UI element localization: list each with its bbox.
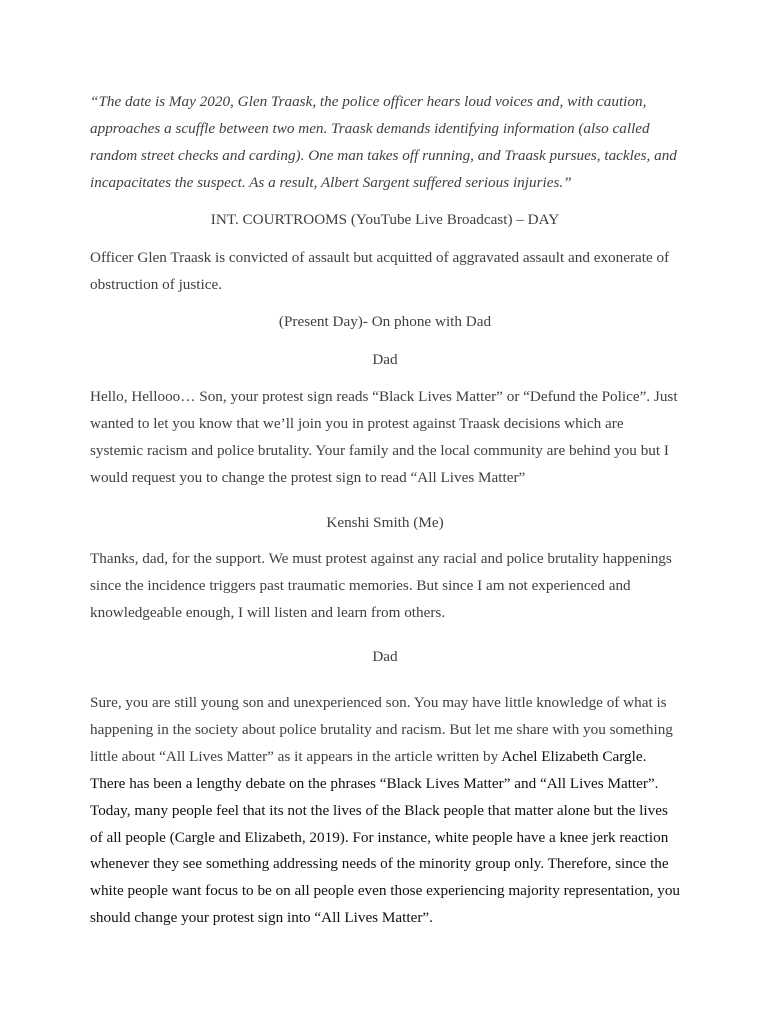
dad-dialogue-2 [90, 690, 680, 932]
present-day-heading: (Present Day)- On phone with Dad [278, 313, 492, 330]
dad-dialogue-2-part1: Sure, you are still young son and unexperienced son. You may have little knowledge of what is happening in the society about police brutality and racism. But let me share with you something little about “All Lives Matter” as it appears in the article written by [90, 694, 673, 765]
dad-dialogue-2-part2: Achel Elizabeth Cargle. There has been a lengthy debate on the phrases “Black Lives Matter” and “All Lives Matter”. Today, many people feel that its not the lives of the Black people that matter alone but the lives of all people (Cargle and Elizabeth, 2019). For instance, white people have a knee jerk reaction whenever they see something addressing needs of the minority group only. Therefore, since the white people want focus to be on all people even those experiencing majority representation, you should change your protest sign into “All Lives Matter”. [90, 747, 681, 927]
dad-dialogue-1: Hello, Hellooo… Son, your protest sign reads “Black Lives Matter” or “Defund the Police”. Just wanted to let you know that we’ll join you in protest against Traask decisions which are systemic racism and police brutality. Your family and the local community are behind you but I would request you to change the protest sign to read “All Lives Matter” [90, 388, 678, 486]
verdict-paragraph: Officer Glen Traask is convicted of assault but acquitted of aggravated assault and exonerate of obstruction of justice. [90, 249, 670, 293]
speaker-dad-2: Dad [372, 648, 398, 665]
kenshi-dialogue: Thanks, dad, for the support. We must protest against any racial and police brutality happenings since the incidence triggers past traumatic memories. But since I am not experienced and knowledgeable enough, I will listen and learn from others. [90, 550, 672, 621]
scene-heading: INT. COURTROOMS (YouTube Live Broadcast) – DAY [210, 211, 560, 228]
intro-paragraph: “The date is May 2020, Glen Traask, the police officer hears loud voices and, with caution, approaches a scuffle between two men. Traask demands identifying information (also called random street checks and carding). One man takes off running, and Traask pursues, tackles, and incapacitates the suspect. As a result, Albert Sargent suffered serious injuries.” [90, 93, 677, 191]
speaker-dad-1: Dad [372, 351, 398, 368]
speaker-kenshi: Kenshi Smith (Me) [326, 514, 444, 531]
